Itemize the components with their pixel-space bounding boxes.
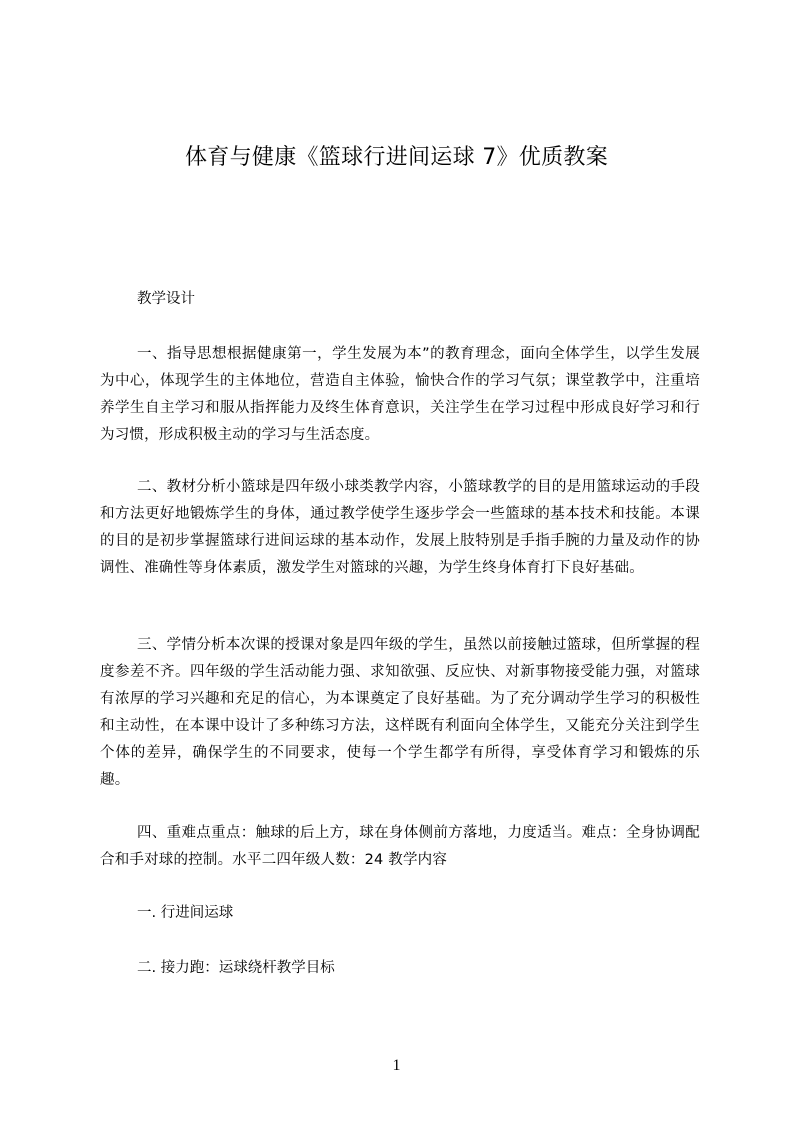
page-title: 体育与健康《篮球行进间运球 7》优质教案 [185, 145, 608, 170]
list-item: 一. 行进间运球 [137, 905, 234, 921]
paragraph-student-analysis: 三、学情分析本次课的授课对象是四年级的学生，虽然以前接触过篮球，但所掌握的程度参差不齐。四年级的学生活动能力强、求知欲强、反应快、对新事物接受能力强，对篮球有浓厚的学习兴趣和充足的信心，为本课奠定了良好基础。为了充分调动学生学习的积极性和主动性，在本课中设计了多种练习方法，这样既有利面向全体学生，又能充分关注到学生个体的差异，确保学生的不同要求，使每一个学生都学有所得，享受体育学习和锻炼的乐趣。 [100, 637, 700, 788]
paragraph-material-analysis: 二、教材分析小篮球是四年级小球类教学内容，小篮球教学的目的是用篮球运动的手段和方法更好地锻炼学生的身体，通过教学使学生逐步学会一些篮球的基本技术和技能。本课的目的是初步掌握篮球行进间运球的基本动作，发展上肢特别是手指手腕的力量及动作的协调性、准确性等身体素质，激发学生对篮球的兴趣，为学生终身体育打下良好基础。 [100, 479, 700, 576]
page-number: 1 [392, 1057, 401, 1074]
paragraph-key-points: 四、重难点重点：触球的后上方，球在身体侧前方落地，力度适当。难点：全身协调配合和手对球的控制。水平二四年级人数：24 教学内容 [100, 825, 700, 868]
section-heading: 教学设计 [137, 291, 195, 307]
list-item: 二. 接力跑：运球绕杆教学目标 [137, 960, 335, 976]
paragraph-guiding-ideology: 一、指导思想根据健康第一，学生发展为本”的教育理念，面向全体学生，以学生发展为中心，体现学生的主体地位，营造自主体验，愉快合作的学习气氛；课堂教学中，注重培养学生自主学习和服从指挥能力及终生体育意识，关注学生在学习过程中形成良好学习和行为习惯，形成积极主动的学习与生活态度。 [100, 346, 700, 443]
